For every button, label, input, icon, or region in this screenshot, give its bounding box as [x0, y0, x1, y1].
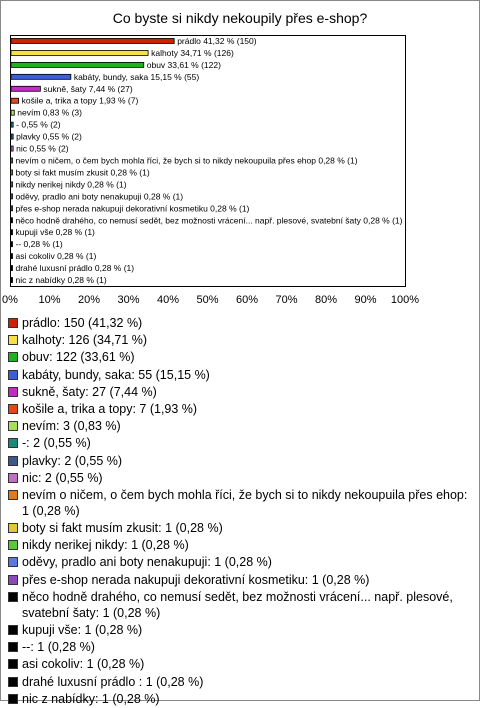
legend-swatch — [8, 557, 18, 567]
bar — [11, 182, 13, 187]
bar-data-label: boty si fakt musím zkusit 0,28 % (1) — [15, 167, 150, 178]
legend-label: --: 1 (0,28 %) — [22, 640, 95, 655]
legend-swatch — [8, 642, 18, 652]
legend-label: asi cokoliv: 1 (0,28 %) — [22, 657, 145, 672]
legend-swatch — [8, 318, 18, 328]
legend-swatch — [8, 335, 18, 345]
bar — [11, 110, 14, 115]
legend-item — [8, 384, 470, 400]
bar — [11, 122, 13, 127]
legend-label: něco hodně drahého, co nemusí sedět, bez možnosti vrácení... např. plesové, svatební šaty: 1 (0,28 %) — [22, 589, 453, 620]
legend-item — [8, 656, 470, 672]
bar — [11, 194, 13, 199]
legend-label: kabáty, bundy, saka: 55 (15,15 %) — [22, 367, 210, 382]
legend-swatch — [8, 456, 18, 466]
bar — [11, 38, 174, 43]
legend-label: drahé luxusní prádlo : 1 (0,28 %) — [22, 674, 204, 689]
bar-data-label: plavky 0,55 % (2) — [16, 131, 82, 142]
legend-swatch — [8, 592, 18, 602]
legend-item — [8, 691, 470, 707]
bar-data-label: -- 0,28 % (1) — [15, 239, 63, 250]
legend-item — [8, 520, 470, 536]
bar — [11, 146, 13, 151]
bar — [11, 86, 40, 91]
bar — [11, 98, 19, 103]
bar — [11, 62, 144, 67]
legend-label: košile a, trika a topy: 7 (1,93 %) — [22, 401, 198, 416]
legend-label: nic z nabídky: 1 (0,28 %) — [22, 691, 160, 706]
legend-item — [8, 589, 470, 621]
legend-swatch — [8, 659, 18, 669]
bar — [11, 158, 13, 163]
x-tick-label: 50% — [196, 294, 219, 306]
bar-data-label: - 0,55 % (2) — [16, 119, 61, 130]
legend-swatch — [8, 352, 18, 362]
bar — [11, 134, 13, 139]
legend-item — [8, 572, 470, 588]
bar-data-label: obuv 33,61 % (122) — [146, 59, 221, 70]
legend-item — [8, 401, 470, 417]
legend-item — [8, 470, 470, 486]
legend-swatch — [8, 540, 18, 550]
legend-swatch — [8, 575, 18, 585]
legend-item — [8, 332, 470, 348]
bar-data-label: kabáty, bundy, saka 15,15 % (55) — [73, 71, 200, 82]
legend-label: nic: 2 (0,55 %) — [22, 470, 103, 485]
legend-item — [8, 639, 470, 655]
bar-chart — [0, 0, 480, 315]
bar — [11, 266, 13, 271]
bar — [11, 206, 13, 211]
legend-swatch — [8, 490, 18, 500]
bar-data-label: prádlo 41,32 % (150) — [177, 35, 257, 46]
bar — [11, 170, 13, 175]
x-tick-label: 90% — [354, 294, 377, 306]
legend-item — [8, 315, 470, 331]
legend-label: boty si fakt musím zkusit: 1 (0,28 %) — [22, 521, 223, 536]
bar — [11, 50, 148, 55]
chart-title: Co byste si nikdy nekoupily přes e-shop? — [112, 10, 368, 26]
legend-swatch — [8, 677, 18, 687]
bar-data-label: nic 0,55 % (2) — [16, 143, 69, 154]
legend-item — [8, 367, 470, 383]
legend-item — [8, 435, 470, 451]
bar — [11, 254, 13, 259]
bar — [11, 242, 13, 247]
legend-label: -: 2 (0,55 %) — [22, 436, 91, 451]
x-tick-label: 0% — [2, 294, 18, 306]
x-tick-label: 20% — [77, 294, 101, 306]
bar — [11, 218, 13, 223]
bar — [11, 74, 71, 79]
legend-label: přes e-shop nerada nakupuji dekorativní kosmetiku: 1 (0,28 %) — [22, 572, 370, 587]
bar-data-label: drahé luxusní prádlo 0,28 % (1) — [15, 263, 135, 274]
legend-swatch — [8, 473, 18, 483]
legend-item — [8, 349, 470, 365]
legend-swatch — [8, 625, 18, 635]
bar-data-label: nevím 0,83 % (3) — [17, 107, 83, 118]
legend-label: obuv: 122 (33,61 %) — [22, 350, 135, 365]
legend-label: nevím: 3 (0,83 %) — [22, 419, 121, 434]
legend-item — [8, 554, 470, 570]
legend-swatch — [8, 370, 18, 380]
bar — [11, 230, 13, 235]
x-tick-label: 100% — [390, 294, 420, 306]
legend-item — [8, 453, 470, 469]
legend-label: kalhoty: 126 (34,71 %) — [22, 333, 148, 348]
legend-swatch — [8, 421, 18, 431]
bar-data-label: asi cokoliv 0,28 % (1) — [15, 251, 97, 262]
legend-label: nikdy nerikej nikdy: 1 (0,28 %) — [22, 538, 189, 553]
x-tick-label: 30% — [117, 294, 140, 306]
legend-swatch — [8, 438, 18, 448]
legend-item — [8, 418, 470, 434]
bar-data-label: kupuji vše 0,28 % (1) — [15, 227, 95, 238]
legend-item — [8, 537, 470, 553]
bar-data-label: nevím o ničem, o čem bych mohla říci, že bych si to nikdy nekoupuila přes ehop 0,28 % (1) — [15, 155, 358, 166]
legend-swatch — [8, 694, 18, 704]
x-tick-label: 60% — [235, 294, 259, 306]
chart-legend — [8, 315, 470, 708]
legend-label: plavky: 2 (0,55 %) — [22, 453, 123, 468]
legend-label: prádlo: 150 (41,32 %) — [22, 316, 143, 330]
legend-item — [8, 674, 470, 690]
legend-swatch — [8, 387, 18, 397]
legend-label: sukně, šaty: 27 (7,44 %) — [22, 384, 157, 399]
bar-data-label: nic z nabídky 0,28 % (1) — [15, 275, 107, 286]
legend-label: oděvy, pradlo ani boty nenakupuji: 1 (0,28 %) — [22, 555, 272, 570]
bar — [11, 278, 13, 283]
x-tick-label: 80% — [314, 294, 338, 306]
bar-data-label: košile a, trika a topy 1,93 % (7) — [21, 95, 139, 106]
bar-data-label: kalhoty 34,71 % (126) — [151, 47, 234, 58]
legend-item — [8, 622, 470, 638]
bar-data-label: nikdy nerikej nikdy 0,28 % (1) — [15, 179, 127, 190]
legend-swatch — [8, 404, 18, 414]
x-tick-label: 10% — [38, 294, 61, 306]
bar-data-label: něco hodně drahého, co nemusí sedět, bez možnosti vrácení... např. plesové, svatební šaty 0,28 % (1) — [15, 215, 403, 226]
bar-data-label: sukně, šaty 7,44 % (27) — [43, 83, 133, 94]
legend-label: kupuji vše: 1 (0,28 %) — [22, 623, 143, 637]
x-tick-label: 40% — [156, 294, 180, 306]
bar-data-label: přes e-shop nerada nakupuji dekorativní kosmetiku 0,28 % (1) — [15, 203, 250, 214]
legend-swatch — [8, 523, 18, 533]
legend-item — [8, 487, 470, 519]
bar-data-label: oděvy, pradlo ani boty nenakupuji 0,28 % (1) — [15, 191, 184, 202]
x-tick-label: 70% — [275, 294, 298, 306]
legend-label: nevím o ničem, o čem bych mohla říci, že bych si to nikdy nekoupuila přes ehop: 1 (0,28 %) — [22, 487, 468, 518]
